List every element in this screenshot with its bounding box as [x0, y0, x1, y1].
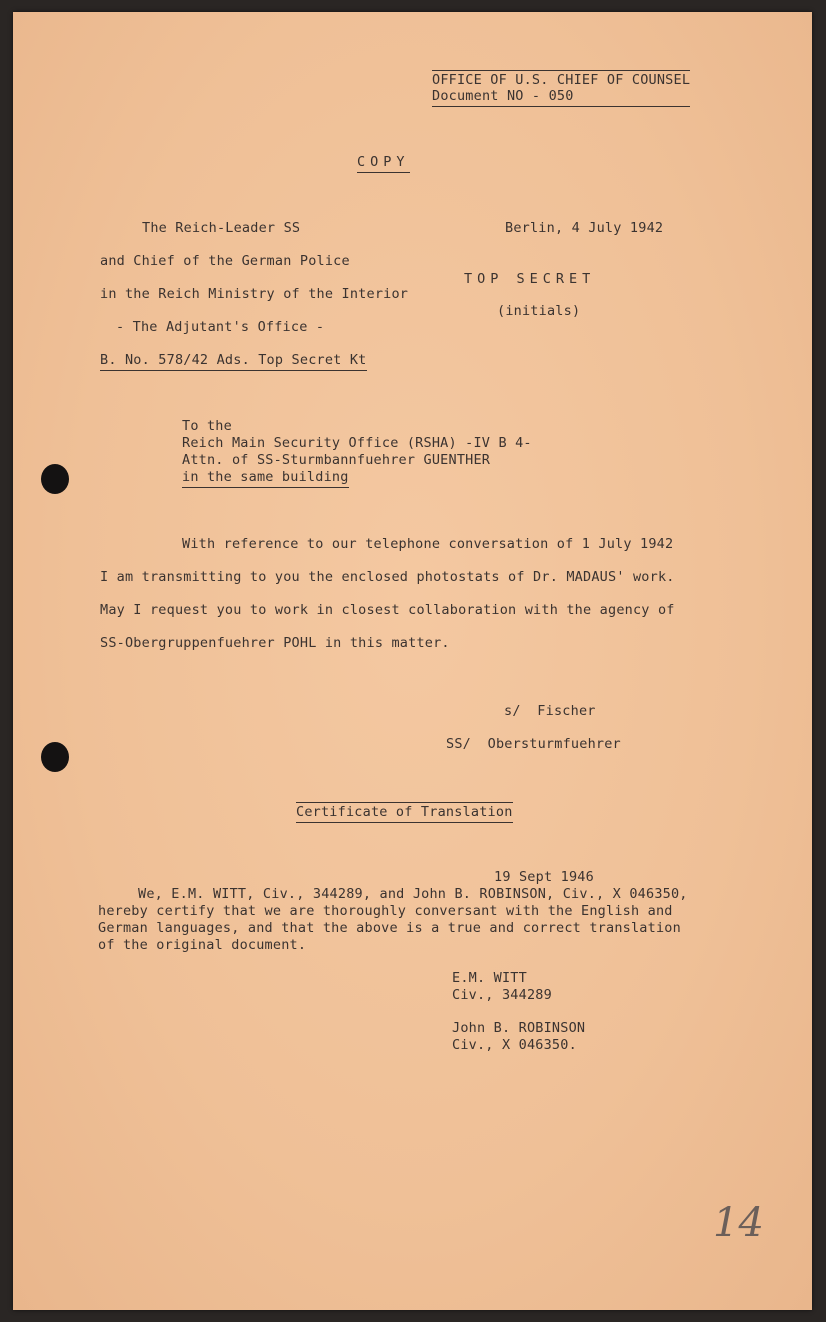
punch-hole: [41, 464, 69, 494]
signature-name: s/ Fischer: [504, 703, 596, 719]
certificate-line-1: We, E.M. WITT, Civ., 344289, and John B. ROBINSON, Civ., X 046350,: [138, 886, 688, 902]
recipient-line-1: To the: [182, 418, 232, 434]
body-line-2: I am transmitting to you the enclosed photostats of Dr. MADAUS' work.: [100, 569, 675, 585]
signer-2-id: Civ., X 046350.: [452, 1037, 577, 1053]
signer-2-name: John B. ROBINSON: [452, 1020, 586, 1036]
signer-1-name: E.M. WITT: [452, 970, 527, 986]
classification: TOP SECRET: [464, 271, 596, 287]
sender-line-4: - The Adjutant's Office -: [116, 319, 325, 335]
reference-number: B. No. 578/42 Ads. Top Secret Kt: [100, 352, 367, 371]
sender-line-3: in the Reich Ministry of the Interior: [100, 286, 409, 302]
certificate-title: Certificate of Translation: [296, 802, 513, 823]
recipient-line-3: Attn. of SS-Sturmbannfuehrer GUENTHER: [182, 452, 491, 468]
sender-line-2: and Chief of the German Police: [100, 253, 350, 269]
certificate-line-4: of the original document.: [98, 937, 307, 953]
certificate-line-2: hereby certify that we are thoroughly conversant with the English and: [98, 903, 673, 919]
body-line-4: SS-Obergruppenfuehrer POHL in this matter.: [100, 635, 450, 651]
recipient-line-4: in the same building: [182, 469, 349, 488]
initials: (initials): [497, 303, 581, 319]
punch-hole: [41, 742, 69, 772]
document-number: Document NO - 050: [432, 88, 690, 107]
copy-label: COPY: [357, 154, 410, 173]
signer-1-id: Civ., 344289: [452, 987, 552, 1003]
certificate-date: 19 Sept 1946: [494, 869, 594, 885]
handwritten-page-number: 14: [713, 1200, 764, 1246]
certificate-line-3: German languages, and that the above is a true and correct translation: [98, 920, 681, 936]
date-place: Berlin, 4 July 1942: [505, 220, 664, 236]
body-line-3: May I request you to work in closest collaboration with the agency of: [100, 602, 675, 618]
sender-line-1: The Reich-Leader SS: [142, 220, 301, 236]
document-page: [13, 12, 812, 1310]
office-header: OFFICE OF U.S. CHIEF OF COUNSEL: [432, 72, 691, 88]
recipient-line-2: Reich Main Security Office (RSHA) -IV B 4-: [182, 435, 532, 451]
body-line-1: With reference to our telephone conversation of 1 July 1942: [182, 536, 674, 552]
signature-rank: SS/ Obersturmfuehrer: [446, 736, 621, 752]
